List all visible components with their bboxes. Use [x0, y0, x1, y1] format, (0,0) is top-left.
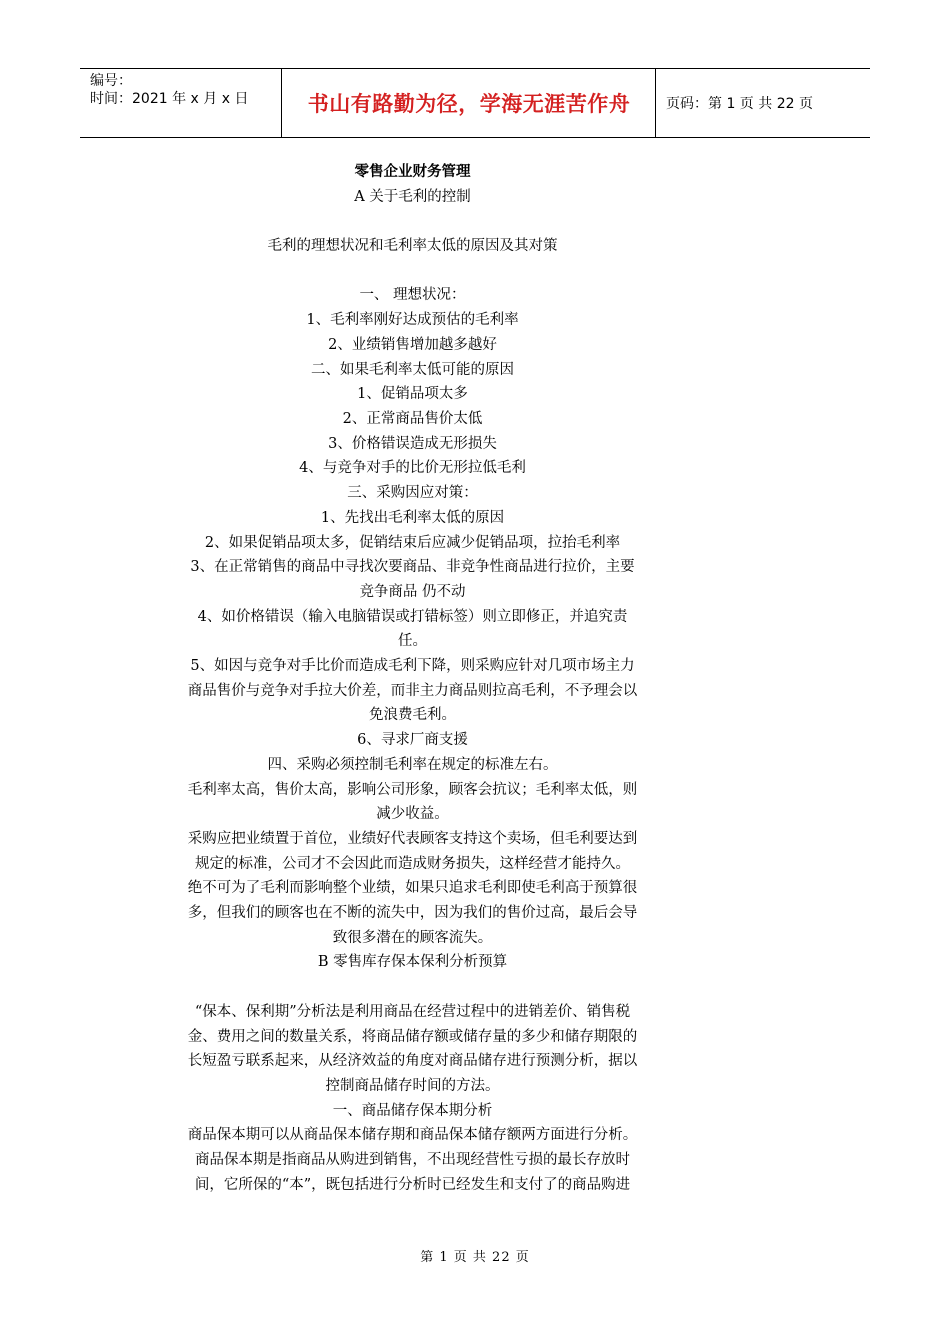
- paragraph: 1、先找出毛利率太低的原因: [320, 509, 505, 526]
- paragraph: 规定的标准，公司才不会因此而造成财务损失，这样经营才能持久。: [195, 855, 630, 872]
- paragraph: 采购应把业绩置于首位，业绩好代表顾客支持这个卖场，但毛利要达到: [187, 830, 638, 847]
- paragraph: 2、如果促销品项太多，促销结束后应减少促销品项，拉抬毛利率: [204, 534, 621, 551]
- paragraph: 1、促销品项太多: [357, 386, 468, 403]
- paragraph: 5、如因与竞争对手比价而造成毛利下降，则采购应针对几项市场主力: [190, 658, 635, 675]
- paragraph: 减少收益。: [376, 806, 449, 823]
- paragraph: 商品保本期是指商品从购进到销售，不出现经营性亏损的最长存放时: [195, 1152, 630, 1169]
- paragraph: 3、价格错误造成无形损失: [328, 435, 497, 452]
- number-label: 编号：: [90, 73, 132, 89]
- document-body: [165, 160, 660, 1197]
- paragraph: 控制商品储存时间的方法。: [325, 1077, 500, 1094]
- header-meta-cell: [80, 69, 282, 137]
- page-info: 页码：第 1 页 共 22 页: [666, 96, 813, 112]
- page-footer: 第 1 页 共 22 页: [420, 1250, 530, 1265]
- header-table: [80, 68, 870, 138]
- document-title: 零售企业财务管理: [354, 164, 471, 180]
- paragraph: 商品售价与竞争对手拉大价差，而非主力商品则拉高毛利，不予理会以: [187, 682, 638, 699]
- paragraph: 4、如价格错误（输入电脑错误或打错标签）则立即修正，并追究责: [197, 608, 628, 625]
- paragraph: 绝不可为了毛利而影响整个业绩，如果只追求毛利即使毛利高于预算很: [187, 880, 638, 897]
- section-heading: A 关于毛利的控制: [354, 188, 471, 205]
- motto: 书山有路勤为径，学海无涯苦作舟: [283, 69, 656, 137]
- paragraph: 2、正常商品售价太低: [342, 411, 483, 427]
- subtitle: 毛利的理想状况和毛利率太低的原因及其对策: [267, 238, 558, 255]
- paragraph: 2、业绩销售增加越多越好: [328, 336, 497, 353]
- paragraph: 间，它所保的“本”，既包括进行分析时已经发生和支付了的商品购进: [194, 1176, 631, 1193]
- paragraph: 竞争商品 仍不动: [359, 583, 466, 600]
- paragraph: 免浪费毛利。: [369, 707, 456, 724]
- paragraph: 金、费用之间的数量关系，将商品储存额或储存量的多少和储存期限的: [187, 1028, 638, 1045]
- paragraph: 多，但我们的顾客也在不断的流失中，因为我们的售价过高，最后会导: [187, 905, 638, 922]
- paragraph: 4、与竞争对手的比价无形拉低毛利: [299, 460, 526, 477]
- paragraph: 毛利率太高，售价太高，影响公司形象，顾客会抗议；毛利率太低，则: [187, 781, 638, 798]
- paragraph: 三、采购因应对策：: [347, 485, 478, 502]
- paragraph: 二、如果毛利率太低可能的原因: [311, 361, 514, 378]
- paragraph: 3、在正常销售的商品中寻找次要商品、非竞争性商品进行拉价，主要: [190, 559, 635, 576]
- paragraph: 一、 理想状况：: [359, 287, 466, 304]
- paragraph: 商品保本期可以从商品保本储存期和商品保本储存额两方面进行分析。: [187, 1127, 638, 1144]
- paragraph: 四、采购必须控制毛利率在规定的标准左右。: [267, 756, 558, 773]
- paragraph: 6、寻求厂商支援: [357, 732, 468, 749]
- section-heading: B 零售库存保本保利分析预算: [317, 954, 508, 971]
- paragraph: 1、毛利率刚好达成预估的毛利率: [306, 312, 519, 329]
- paragraph: “保本、保利期”分析法是利用商品在经营过程中的进销差价、销售税: [194, 1003, 631, 1020]
- paragraph: 致很多潜在的顾客流失。: [332, 929, 493, 946]
- paragraph: 任。: [398, 633, 427, 650]
- paragraph: 长短盈亏联系起来，从经济效益的角度对商品储存进行预测分析，据以: [187, 1053, 638, 1070]
- time-label: 时间：2021 年 x 月 x 日: [90, 91, 249, 107]
- paragraph: 一、商品储存保本期分析: [332, 1102, 493, 1119]
